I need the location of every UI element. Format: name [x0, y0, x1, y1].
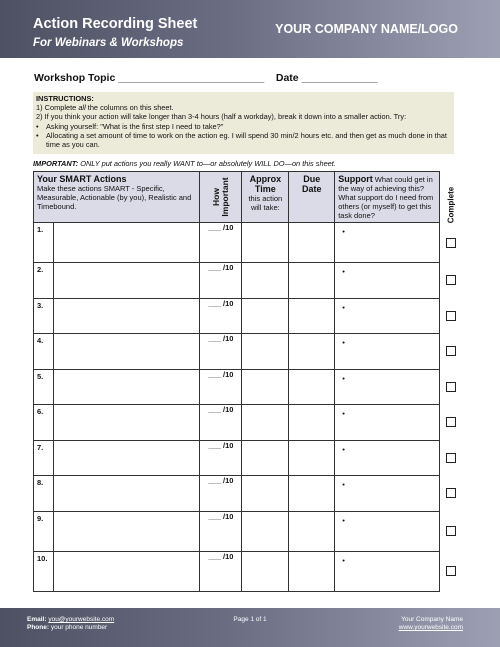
- table-header-row: [34, 172, 440, 223]
- topic-date-line: [34, 72, 377, 84]
- complete-checkbox[interactable]: [446, 526, 456, 536]
- due-date-cell[interactable]: [289, 476, 335, 512]
- date-label: Date: [275, 72, 299, 84]
- importance-score-cell[interactable]: ___ /10: [200, 511, 242, 551]
- approx-time-cell[interactable]: [242, 440, 289, 476]
- due-date-cell[interactable]: [289, 551, 335, 591]
- approx-time-cell[interactable]: [242, 334, 289, 370]
- row-number: 3.: [34, 298, 54, 334]
- complete-checkbox[interactable]: [446, 488, 456, 498]
- page-number: Page 1 of 1: [233, 616, 267, 623]
- action-cell[interactable]: [53, 476, 200, 512]
- support-cell[interactable]: •: [335, 440, 440, 476]
- row-number: 6.: [34, 405, 54, 441]
- row-number: 10.: [34, 551, 54, 591]
- due-date-cell[interactable]: [289, 369, 335, 405]
- importance-score-cell[interactable]: ___ /10: [200, 369, 242, 405]
- complete-checkbox[interactable]: [446, 566, 456, 576]
- approx-time-cell[interactable]: [242, 369, 289, 405]
- table-row: [34, 511, 440, 551]
- page-header: [0, 0, 500, 58]
- actions-table: [33, 171, 440, 592]
- table-row: [34, 298, 440, 334]
- document-subtitle: For Webinars & Workshops: [33, 37, 184, 49]
- table-row: [34, 334, 440, 370]
- complete-checkbox[interactable]: [446, 311, 456, 321]
- website-link[interactable]: www.yourwebsite.com: [398, 624, 463, 631]
- support-cell[interactable]: •: [335, 369, 440, 405]
- workshop-topic-label: Workshop Topic: [34, 72, 116, 84]
- document-title: Action Recording Sheet: [33, 16, 198, 32]
- complete-checkbox[interactable]: [446, 346, 456, 356]
- complete-checkbox[interactable]: [446, 417, 456, 427]
- action-cell[interactable]: [53, 551, 200, 591]
- approx-time-cell[interactable]: [242, 263, 289, 299]
- table-row: [34, 223, 440, 263]
- complete-column-label: Complete: [446, 186, 456, 224]
- table-row: [34, 440, 440, 476]
- table-row: [34, 405, 440, 441]
- footer-company: Your Company Name www.yourwebsite.com: [398, 616, 463, 631]
- instruction-bullet-1: • Asking yourself: "What is the first step I need to take?": [36, 122, 451, 131]
- support-cell[interactable]: •: [335, 334, 440, 370]
- approx-time-cell[interactable]: [242, 405, 289, 441]
- table-row: [34, 551, 440, 591]
- workshop-topic-field[interactable]: _________________________: [118, 72, 265, 84]
- email-link[interactable]: you@yourwebsite.com: [48, 616, 115, 623]
- complete-checkbox[interactable]: [446, 453, 456, 463]
- importance-score-cell[interactable]: ___ /10: [200, 334, 242, 370]
- due-date-cell[interactable]: [289, 223, 335, 263]
- header-how-important: How Important: [200, 172, 242, 223]
- table-row: [34, 476, 440, 512]
- complete-checkbox[interactable]: [446, 238, 456, 248]
- action-cell[interactable]: [53, 263, 200, 299]
- instruction-bullet-2: • Allocating a set amount of time to work on the action eg. I will spend 30 min/2 hours etc. and then get as much done in that time as you can.: [36, 131, 451, 149]
- importance-score-cell[interactable]: ___ /10: [200, 405, 242, 441]
- header-support: Support What could get in the way of achieving this? What support do I need from others (or myself) to get this task done?: [335, 172, 440, 223]
- row-number: 8.: [34, 476, 54, 512]
- action-cell[interactable]: [53, 298, 200, 334]
- header-approx-time: Approx Time this action will take:: [242, 172, 289, 223]
- approx-time-cell[interactable]: [242, 476, 289, 512]
- table-row: [34, 263, 440, 299]
- importance-score-cell[interactable]: ___ /10: [200, 551, 242, 591]
- due-date-cell[interactable]: [289, 440, 335, 476]
- importance-score-cell[interactable]: ___ /10: [200, 476, 242, 512]
- footer-contact: Email: you@yourwebsite.com Phone: your phone number: [27, 616, 115, 631]
- complete-checkbox[interactable]: [446, 382, 456, 392]
- approx-time-cell[interactable]: [242, 551, 289, 591]
- due-date-cell[interactable]: [289, 334, 335, 370]
- importance-score-cell[interactable]: ___ /10: [200, 263, 242, 299]
- row-number: 4.: [34, 334, 54, 370]
- support-cell[interactable]: •: [335, 263, 440, 299]
- importance-score-cell[interactable]: ___ /10: [200, 440, 242, 476]
- due-date-cell[interactable]: [289, 511, 335, 551]
- header-smart-actions: Your SMART Actions Make these actions SMART - Specific, Measurable, Actionable (by you), Realistic and Timebound.: [34, 172, 200, 223]
- support-cell[interactable]: •: [335, 223, 440, 263]
- action-cell[interactable]: [53, 334, 200, 370]
- instruction-line-2: 2) If you think your action will take longer than 3-4 hours (half a workday), break it down into a smaller action. Try:: [36, 112, 407, 122]
- important-note: IMPORTANT: ONLY put actions you really WANT to—or absolutely WILL DO—on this sheet.: [33, 159, 336, 168]
- importance-score-cell[interactable]: ___ /10: [200, 298, 242, 334]
- row-number: 7.: [34, 440, 54, 476]
- table-row: [34, 369, 440, 405]
- header-due-date: Due Date: [289, 172, 335, 223]
- row-number: 9.: [34, 511, 54, 551]
- action-cell[interactable]: [53, 511, 200, 551]
- date-field[interactable]: _____________: [301, 72, 378, 84]
- company-logo-text: YOUR COMPANY NAME/LOGO: [275, 22, 458, 36]
- action-cell[interactable]: [53, 369, 200, 405]
- row-number: 5.: [34, 369, 54, 405]
- action-cell[interactable]: [53, 405, 200, 441]
- importance-score-cell[interactable]: ___ /10: [200, 223, 242, 263]
- support-cell[interactable]: •: [335, 511, 440, 551]
- instructions-title: INSTRUCTIONS:: [36, 94, 94, 103]
- support-cell[interactable]: •: [335, 298, 440, 334]
- approx-time-cell[interactable]: [242, 511, 289, 551]
- phone-number: your phone number: [50, 624, 108, 631]
- support-cell[interactable]: •: [335, 476, 440, 512]
- approx-time-cell[interactable]: [242, 298, 289, 334]
- complete-checkbox[interactable]: [446, 275, 456, 285]
- due-date-cell[interactable]: [289, 405, 335, 441]
- instruction-line-1: 1) Complete all the columns on this sheet.: [36, 103, 174, 113]
- approx-time-cell[interactable]: [242, 223, 289, 263]
- support-cell[interactable]: •: [335, 551, 440, 591]
- support-cell[interactable]: •: [335, 405, 440, 441]
- action-cell[interactable]: [53, 440, 200, 476]
- action-cell[interactable]: [53, 223, 200, 263]
- row-number: 2.: [34, 263, 54, 299]
- due-date-cell[interactable]: [289, 263, 335, 299]
- instructions-box: [33, 92, 454, 154]
- page-footer: [0, 608, 500, 647]
- due-date-cell[interactable]: [289, 298, 335, 334]
- row-number: 1.: [34, 223, 54, 263]
